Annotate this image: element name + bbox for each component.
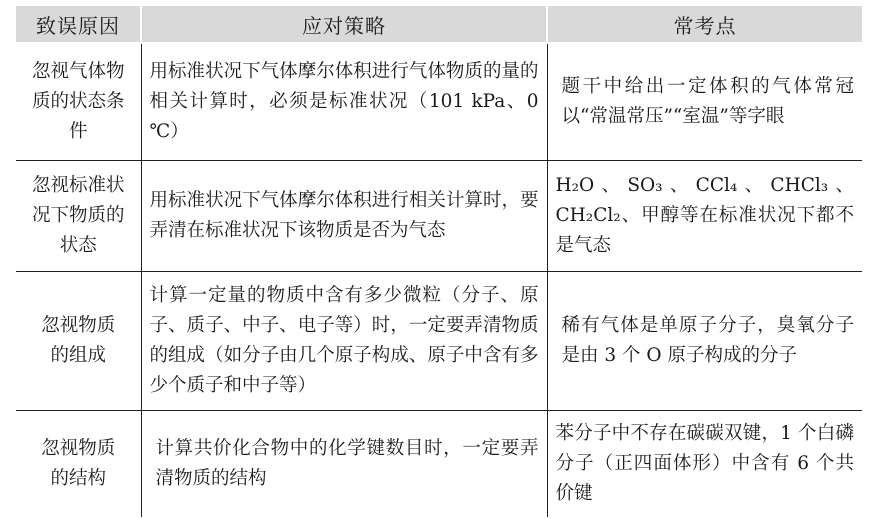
table-row xyxy=(16,411,862,518)
table-header-row xyxy=(16,6,862,43)
cause-cell: 忽视气体物质的状态条件 xyxy=(16,43,141,161)
cause-cell: 忽视标准状况下物质的状态 xyxy=(16,161,141,272)
header-strategy: 应对策略 xyxy=(141,6,547,43)
strategy-cell: 用标准状况下气体摩尔体积进行相关计算时，要弄清在标准状况下该物质是否为气态 xyxy=(141,161,547,272)
table-row xyxy=(16,161,862,272)
table-row xyxy=(16,272,862,411)
exam-point-cell: 题干中给出一定体积的气体常冠以“常温常压”“室温”等字眼 xyxy=(547,43,862,161)
cause-cell: 忽视物质的结构 xyxy=(41,438,116,489)
strategy-cell: 用标准状况下气体摩尔体积进行气体物质的量的相关计算时，必须是标准状况（101 kPa、0 ℃） xyxy=(141,43,547,161)
strategy-cell: 计算一定量的物质中含有多少微粒（分子、原子、质子、中子、电子等）时，一定要弄清物质的组成（如分子由几个原子构成、原子中含有多少个质子和中子等） xyxy=(141,272,547,411)
header-cause: 致误原因 xyxy=(16,6,141,43)
exam-point-cell: H₂O、SO₃、CCl₄、CHCl₃、CH₂Cl₂、甲醇等在标准状况下都不是气态 xyxy=(547,161,862,272)
exam-point-cell: 稀有气体是单原子分子，臭氧分子是由 3 个 O 原子构成的分子 xyxy=(547,272,862,411)
header-exam-point: 常考点 xyxy=(547,6,862,43)
strategy-cell: 计算共价化合物中的化学键数目时，一定要弄清物质的结构 xyxy=(141,411,547,518)
error-causes-table xyxy=(16,6,862,517)
cause-cell: 忽视物质的组成 xyxy=(16,272,141,411)
table-row xyxy=(16,43,862,161)
exam-point-cell: 苯分子中不存在碳碳双键，1 个白磷分子（正四面体形）中含有 6 个共价键 xyxy=(547,411,862,518)
